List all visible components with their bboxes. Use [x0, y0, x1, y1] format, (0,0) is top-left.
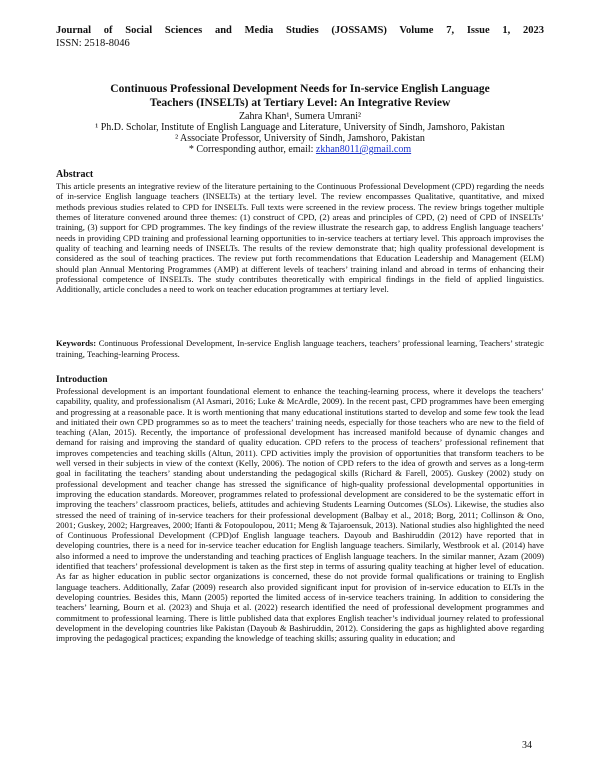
- journal-header: Journal of Social Sciences and Media Studies (JOSSAMS) Volume 7, Issue 1, 2023: [56, 25, 544, 36]
- article-title: [80, 82, 520, 110]
- title-line-1: Continuous Professional Development Needs for In-service English Language: [110, 83, 490, 95]
- affiliation-1: ¹ Ph.D. Scholar, Institute of English Language and Literature, University of Sindh, Jamshoro, Pakistan: [95, 122, 505, 133]
- abstract-heading: Abstract: [56, 169, 94, 180]
- page-number: 34: [522, 740, 532, 751]
- affiliation-2: ² Associate Professor, University of Sindh, Jamshoro, Pakistan: [175, 133, 425, 144]
- corresponding-author: [56, 144, 544, 155]
- introduction-text: Professional development is an important foundational element to enhance the teaching-learning process, where it develops the teachers’ capability, quality, and professionalism (Al Asmari, 2016; Luke & McArdle, 2009). In the recent past, CPD programmes have been emerging and progressing at a reasonable pace. It is worth mentioning that many educational institutions started to develop and some few took the lead and initiated their own CPD programmes so as to meet the teachers’ training needs, especially for those teachers who are new to the field of teaching (Alan, 2015). Recently, the importance of professional development has increased manifold because of dynamic changes and demand for raising and improving the standard of quality education. CPD refers to the process of teachers’ professional refinement that improves competencies and teaching skills (Altun, 2011). CPD activities imply the provision of opportunities that transform teachers to be well versed in their subjects in view of the context (Kelly, 2006). The notion of CPD refers to the idea of growth and serves as a long-term goal in facilitating the teachers’ standing about understanding the pedagogical skills (Richard & Farell, 2005). Guskey (2002) study on professional development and teacher change has stressed the significance of high-quality professional developmental opportunities in improving the education standards. Moreover, programmes related to professional development are considered to be the systematic effort in improving the teachers’ classroom practices, beliefs, attitudes and achieving Students Learning Outcomes (SLOs). Likewise, the studies also stressed the need of training of in-service teachers for their professional development (Balbay et al., 2018; Borg, 2011; Collinson & Ono, 2001; Guskey, 2002; Hargreaves, 2000; Ifanti & Fotopoulopou, 2011; Meng & Tajaroensuk, 2013). National studies also highlighted the need of Continuous Professional Development (CPD)of English language teachers. Dayoub and Bashiruddin (2012) have reported that in developing countries, there is a need for in-service teacher education for English language teachers. Similarly, Westbrook et al. (2014) have also informed a need to improve the understanding and teaching practices of English language teachers. In the similar manner, Azam (2009) identified that teachers’ professional development is taken as the first step in terms of assuring quality teaching at higher level of education. As far as higher education in public sector organizations is concerned, these do not provide formal qualifications or training to English language teachers. Additionally, Zafar (2009) research also provided significant input for provision of in-service education to ELTs in the developing countries. Besides this, Mann (2005) reported the limited access of in-service teachers training. In addition to considering the teachers’ learning, Bourn et al. (2023) and Shuja et al. (2022) research identified the need of professional development programmes and commitment to professional learning. There is little published data that explores English teacher’s individual journey related to professional development in the developing countries like Pakistan (Dayoub & Bashiruddin, 2012). Considering the gaps as highlighted above regarding improving the pedagogical practices; expanding the knowledge of teaching skills; assuring quality in education; and: [56, 386, 544, 644]
- corresponding-label: * Corresponding author, email:: [188, 144, 316, 155]
- issn: ISSN: 2518-8046: [56, 38, 130, 49]
- author-block: [56, 111, 544, 155]
- introduction-heading: Introduction: [56, 375, 108, 385]
- author-names: Zahra Khan¹, Sumera Umrani²: [238, 111, 362, 122]
- keywords: [56, 338, 544, 359]
- corresponding-email-link[interactable]: zkhan8011@gmail.com: [315, 144, 412, 155]
- abstract-text: This article presents an integrative review of the literature pertaining to the Continuous Professional Development (CPD) regarding the needs of in-service English language teachers (INSELTs) at the tertiary level. The review encompasses Qualitative, quantitative, and mixed methods previous studies related to CPD for INSELTs. Full texts were screened in the review process. The review brings together multiple themes of literature convened around three themes: (1) construct of CPD, (2) areas and principles of CPD, (2) need of CPD of INSELTs’ training, (3) support for CPD programmes. The key findings of the review illustrate the research gap, to address English language teachers’ needs in providing CPD training and professional learning opportunities to in-service teachers at tertiary level. This approach improvises the quality of teaching and learning needs of INSELTs. The results of the review demonstrate that; high quality professional development is considered as the soul of teaching practices. The review put forth recommendations that Education Leadership and Management (ELM) should plan Annual Mentoring Programmes (AMP) at different levels of teachers’ training inland and abroad in terms of enhancing their professional competence of INSELTs. The study contributes theoretically with empirical findings in the field of applied linguistics. Additionally, article concludes a need to work on teacher education programmes at tertiary level.: [56, 181, 544, 295]
- keywords-label: Keywords:: [56, 338, 97, 348]
- keywords-text: Continuous Professional Development, In-service English language teachers, teachers’ professional learning, Teachers’ strategic training, Teaching-learning Process.: [56, 338, 544, 359]
- title-line-2: Teachers (INSELTs) at Tertiary Level: An Integrative Review: [149, 97, 451, 109]
